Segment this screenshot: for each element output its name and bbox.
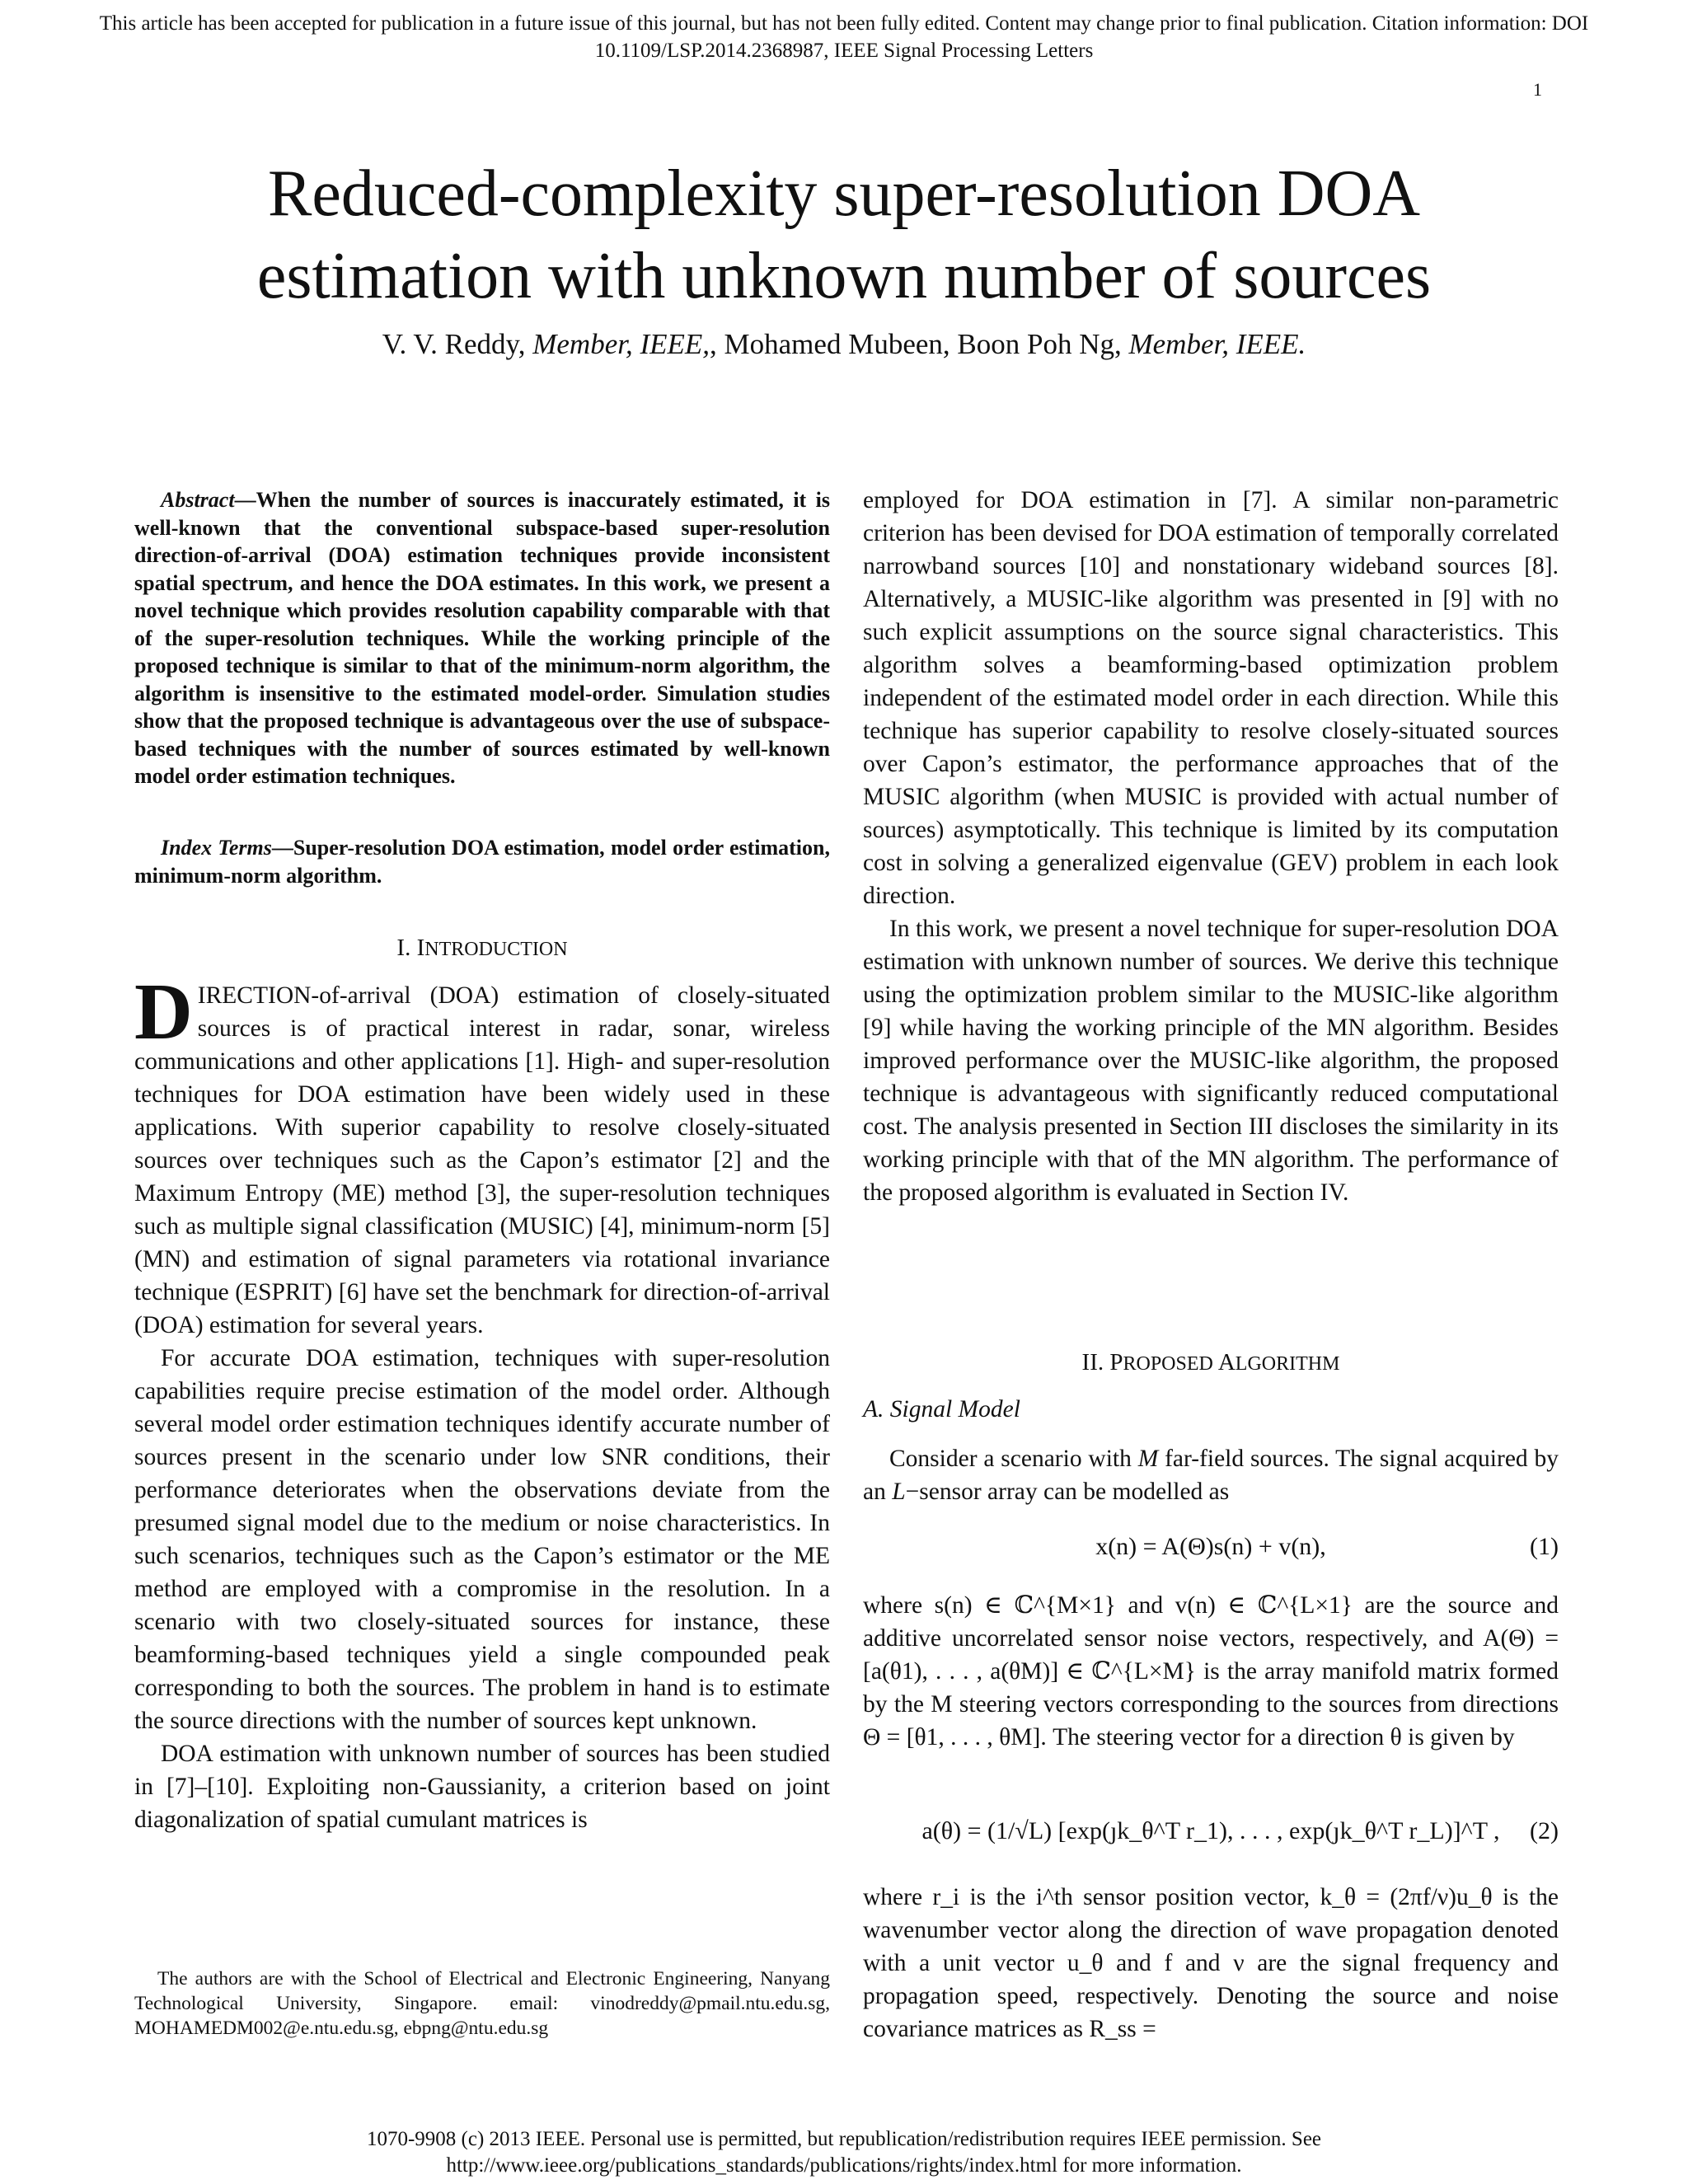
subsection-signal-model: A. Signal Model [863,1396,1020,1422]
copyright-line-2: http://www.ieee.org/publications_standards/publications/rights/index.html for more information. [446,2154,1242,2177]
signal-paragraph-2: where s(n) ∈ ℂ^{M×1} and v(n) ∈ ℂ^{L×1} are the source and additive uncorrelated sensor noise vectors, respectively, and A(Θ) = [a(θ1), . . . , a(θM)] ∈ ℂ^{L×M} is the array manifold matrix formed by the M steering vectors corresponding to the sources from directions Θ = [θ1, . . . , θM]. The steering vector for a direction θ is given by [863,1592,1559,1750]
abstract-label: Abstract [161,488,235,512]
intro-paragraph-2: For accurate DOA estimation, techniques with super-resolution capabilities require precise estimation of the model order. Although several model order estimation techniques identify accurate number of sources present in the scenario under low SNR conditions, their performance deteriorates when the observations deviate from the presumed signal model due to the medium or noise characteristics. In such scenarios, techniques such as the Capon’s estimator or the ME method are employed with a compromise in the resolution. In a scenario with two closely-situated sources for instance, these beamforming-based techniques yield a single compounded peak corresponding to both the sources. The problem in hand is to estimate the source directions with the number of sources kept unknown. [134,1345,830,1734]
equation-2-number: (2) [1530,1817,1559,1844]
abstract-text: —When the number of sources is inaccurately estimated, it is well-known that the conventional subspace-based super-resolution direction-of-arrival (DOA) estimation techniques provide inconsistent spatial spectrum, and hence the DOA estimates. In this work, we present a novel technique which provides resolution capability comparable with that of the super-resolution techniques. While the working principle of the proposed technique is similar to that of the minimum-norm algorithm, the algorithm is insensitive to the estimated model-order. Simulation studies show that the proposed technique is advantageous over the use of subspace-based techniques with the number of sources estimated by well-known model order estimation techniques. [134,488,830,788]
equation-1 [863,1533,1559,1561]
title-line-1: Reduced-complexity super-resolution DOA [267,157,1421,230]
drop-cap: D [134,968,193,1057]
notice-line-2: 10.1109/LSP.2014.2368987, IEEE Signal Processing Letters [594,40,1094,62]
equation-1-number: (1) [1530,1533,1559,1560]
index-terms-text: —Super-resolution DOA estimation, model order estimation, minimum-norm algorithm. [134,836,830,888]
author-list [82,328,1606,361]
paper-title [82,152,1606,317]
author-3-role: Member, IEEE. [1128,328,1306,360]
index-terms-label: Index Terms [161,836,272,860]
equation-1-formula: x(n) = A(Θ)s(n) + v(n), [1095,1533,1326,1560]
right-paragraph-2: In this work, we present a novel technique for super-resolution DOA estimation with unknown number of sources. We derive this technique using the optimization problem similar to the MUSIC-like algorithm [9] while having the working principle of the MN algorithm. Besides improved performance over the MUSIC-like algorithm, the proposed technique is advantageous with significantly reduced computational cost. The analysis presented in Section III discloses the similarity in its working principle with that of the MN algorithm. The performance of the proposed algorithm is evaluated in Section IV. [863,916,1559,1206]
author-1: V. V. Reddy, [382,328,526,360]
index-terms [134,834,830,889]
right-column-body [863,484,1559,1209]
publication-notice [0,10,1688,64]
right-paragraph-1: employed for DOA estimation in [7]. A similar non-parametric criterion has been devised for DOA estimation of temporally correlated narrowband sources [10] and nonstationary wideband sources [8]. Alternatively, a MUSIC-like algorithm was presented in [9] with no such explicit assumptions on the source signal characteristics. This algorithm solves a beamforming-based optimization problem independent of the estimated model order in each direction. While this technique has superior capability to resolve closely-situated sources over Capon’s estimator, the performance approaches that of the MUSIC algorithm (when MUSIC is provided with actual number of sources) asymptotically. This technique is limited by its computation cost in solving a generalized eigenvalue (GEV) problem in each look direction. [863,487,1559,909]
copyright-line-1: 1070-9908 (c) 2013 IEEE. Personal use is permitted, but republication/redistribution requires IEEE permission. See [366,2128,1322,2150]
copyright-notice [0,2126,1688,2179]
author-1-role: Member, IEEE, [532,328,710,360]
title-line-2: estimation with unknown number of sources [256,240,1432,312]
author-footnote: The authors are with the School of Electrical and Electronic Engineering, Nanyang Technological University, Singapore. email: vinodreddy@pmail.ntu.edu.sg, MOHAMEDM002@e.ntu.edu.sg, ebpng@ntu.edu.sg [134,1968,830,2039]
section-heading-introduction: I. INTRODUCTION [396,935,568,961]
introduction-body [134,968,830,1836]
author-2-3: , Mohamed Mubeen, Boon Poh Ng, [710,328,1122,360]
equation-2-formula: a(θ) = (1/√L) [exp(ȷk_θ^T r_1), . . . , exp(ȷk_θ^T r_L)]^T , [921,1817,1500,1844]
intro-paragraph-3: DOA estimation with unknown number of sources has been studied in [7]–[10]. Exploiting non-Gaussianity, a criterion based on joint diagonalization of spatial cumulant matrices is [134,1741,830,1833]
intro-paragraph-1: DIRECTION-of-arrival (DOA) estimation of closely-situated sources is of practical interest in radar, sonar, wireless communications and other applications [1]. High- and super-resolution techniques for DOA estimation have been widely used in these applications. With superior capability to resolve closely-situated sources over techniques such as the Capon’s estimator [2] and the Maximum Entropy (ME) method [3], the super-resolution techniques such as multiple signal classification (MUSIC) [4], minimum-norm [5] (MN) and estimation of signal parameters via rotational invariance technique (ESPRIT) [6] have set the benchmark for direction-of-arrival (DOA) estimation for several years. [134,968,830,1338]
page-number: 1 [1533,79,1542,100]
notice-line-1: This article has been accepted for publication in a future issue of this journal, but has not been fully edited. Content may change prior to final publication. Citation information: DOI [99,12,1589,35]
section-heading-proposed-algorithm: II. PROPOSED ALGORITHM [1081,1349,1340,1376]
signal-model-definitions [863,1589,1559,1754]
signal-paragraph-3: where r_i is the i^th sensor position vector, k_θ = (2πf/ν)u_θ is the wavenumber vector along the direction of wave propagation denoted with a unit vector u_θ and f and ν are the signal frequency and propagation speed, respectively. Denoting the source and noise covariance matrices as R_ss = [863,1884,1559,2042]
signal-model-intro: Consider a scenario with M far-field sources. The signal acquired by an L−sensor array can be modelled as [863,1446,1559,1505]
signal-model-wavenumber [863,1881,1559,2046]
abstract [134,486,830,790]
equation-2 [863,1817,1559,1845]
